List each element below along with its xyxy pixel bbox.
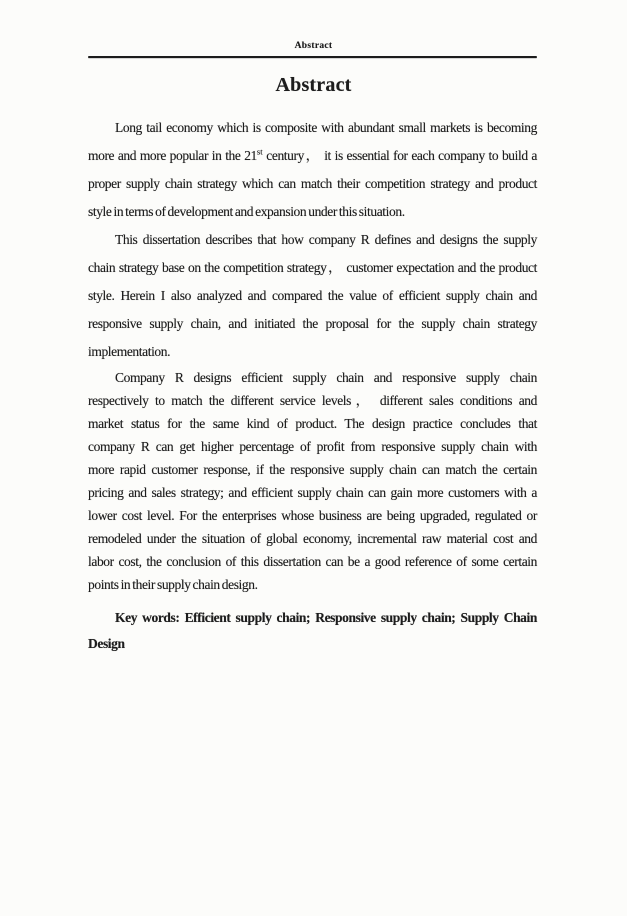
text-line: lower cost level. For the enterprises whose business are being upgraded, regulated or [88, 508, 537, 523]
text-line: more rapid customer response, if the responsive supply chain can match the certain [88, 462, 537, 477]
header-rule [88, 56, 537, 58]
text-line: points in their supply chain design. [88, 577, 258, 592]
text-line: Long tail economy which is composite with abundant small markets is becoming [115, 120, 537, 135]
text-segment: more and more popular in the 21 [88, 148, 257, 163]
text-line: style in terms of development and expansion under this situation. [88, 204, 405, 219]
paragraph-2 [88, 226, 537, 366]
keywords-paragraph [88, 605, 537, 657]
text-line: responsive supply chain, and initiated the proposal for the supply chain strategy [88, 316, 537, 331]
text-segment: century， it is essential for each company to build a [262, 148, 537, 163]
text-line: style. Herein I also analyzed and compared the value of efficient supply chain and [88, 288, 537, 303]
running-header: Abstract [294, 41, 333, 51]
paragraph-3 [88, 366, 537, 596]
text-line: labor cost, the conclusion of this dissertation can be a good reference of some certain [88, 554, 537, 569]
keywords-line: Key words: Efficient supply chain; Responsive supply chain; Supply Chain [115, 610, 537, 625]
text-line: respectively to match the different service levels， different sales conditions and [88, 393, 537, 408]
text-line: This dissertation describes that how company R defines and designs the supply [115, 232, 537, 247]
text-line: chain strategy base on the competition strategy， customer expectation and the product [88, 260, 537, 275]
text-line: market status for the same kind of product. The design practice concludes that [88, 416, 537, 431]
text-line: pricing and sales strategy; and efficient supply chain can gain more customers with a [88, 485, 537, 500]
text-line: company R can get higher percentage of profit from responsive supply chain with [88, 439, 537, 454]
text-line: proper supply chain strategy which can match their competition strategy and product [88, 176, 537, 191]
keywords-line: Design [88, 636, 125, 651]
page-title: Abstract [275, 74, 352, 96]
text-line: implementation. [88, 344, 171, 359]
abstract-body [88, 114, 537, 657]
text-line: remodeled under the situation of global economy, incremental raw material cost and [88, 531, 537, 546]
text-line [88, 142, 537, 170]
paragraph-1 [88, 114, 537, 226]
superscript-ordinal: st [256, 146, 263, 157]
text-line: Company R designs efficient supply chain and responsive supply chain [115, 370, 537, 385]
